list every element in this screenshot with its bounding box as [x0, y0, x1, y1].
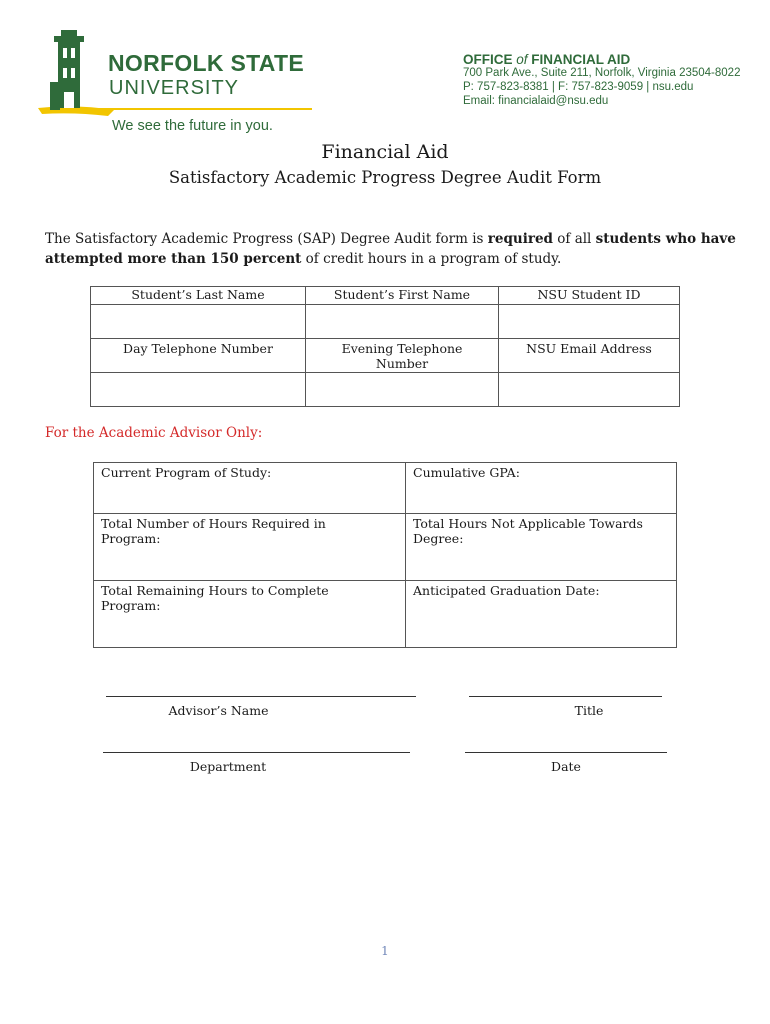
university-name-line1: NORFOLK STATE — [108, 50, 304, 76]
day-phone-field[interactable] — [91, 373, 306, 407]
header-student-id: NSU Student ID — [499, 287, 680, 305]
remaining-hours-field[interactable]: Total Remaining Hours to Complete Program: — [94, 581, 406, 648]
header-first-name: Student’s First Name — [306, 287, 499, 305]
title-line[interactable] — [469, 686, 662, 697]
date-label: Date — [551, 759, 581, 774]
advisor-name-line[interactable] — [106, 686, 416, 697]
current-program-field[interactable]: Current Program of Study: — [94, 463, 406, 514]
hours-not-applicable-field[interactable]: Total Hours Not Applicable Towards Degree: — [406, 514, 677, 581]
department-line[interactable] — [103, 742, 410, 753]
office-phone-fax: P: 757-823-8381 | F: 757-823-9059 | nsu.edu — [463, 81, 694, 93]
student-info-table — [90, 286, 680, 407]
header-divider — [60, 108, 312, 110]
form-subtitle: Satisfactory Academic Progress Degree Audit Form — [168, 168, 602, 187]
evening-phone-field[interactable] — [306, 373, 499, 407]
last-name-field[interactable] — [91, 305, 306, 339]
cumulative-gpa-field[interactable]: Cumulative GPA: — [406, 463, 677, 514]
header-day-phone: Day Telephone Number — [91, 339, 306, 373]
department-label: Department — [189, 759, 267, 774]
title-label: Title — [574, 703, 604, 718]
header-last-name: Student’s Last Name — [91, 287, 306, 305]
office-address: 700 Park Ave., Suite 211, Norfolk, Virginia 23504-8022 — [463, 67, 741, 79]
graduation-date-field[interactable]: Anticipated Graduation Date: — [406, 581, 677, 648]
date-line[interactable] — [465, 742, 667, 753]
header-email: NSU Email Address — [499, 339, 680, 373]
advisor-section-heading: For the Academic Advisor Only: — [45, 425, 263, 441]
office-email: Email: financialaid@nsu.edu — [463, 95, 609, 107]
intro-paragraph: The Satisfactory Academic Progress (SAP) Degree Audit form is required of all students who have attempted more than 150 percent of credit hours in a program of study. — [45, 231, 736, 267]
page-number: 1 — [381, 944, 389, 958]
student-id-field[interactable] — [499, 305, 680, 339]
header-evening-phone: Evening Telephone Number — [306, 339, 499, 373]
university-name-line2: UNIVERSITY — [109, 77, 240, 99]
first-name-field[interactable] — [306, 305, 499, 339]
office-heading: OFFICE of FINANCIAL AID — [463, 52, 631, 67]
email-field[interactable] — [499, 373, 680, 407]
advisor-table — [93, 462, 677, 648]
form-title: Financial Aid — [321, 141, 449, 163]
advisor-name-label: Advisor’s Name — [168, 703, 269, 718]
university-tagline: We see the future in you. — [112, 118, 273, 134]
hours-required-field[interactable]: Total Number of Hours Required in Program: — [94, 514, 406, 581]
